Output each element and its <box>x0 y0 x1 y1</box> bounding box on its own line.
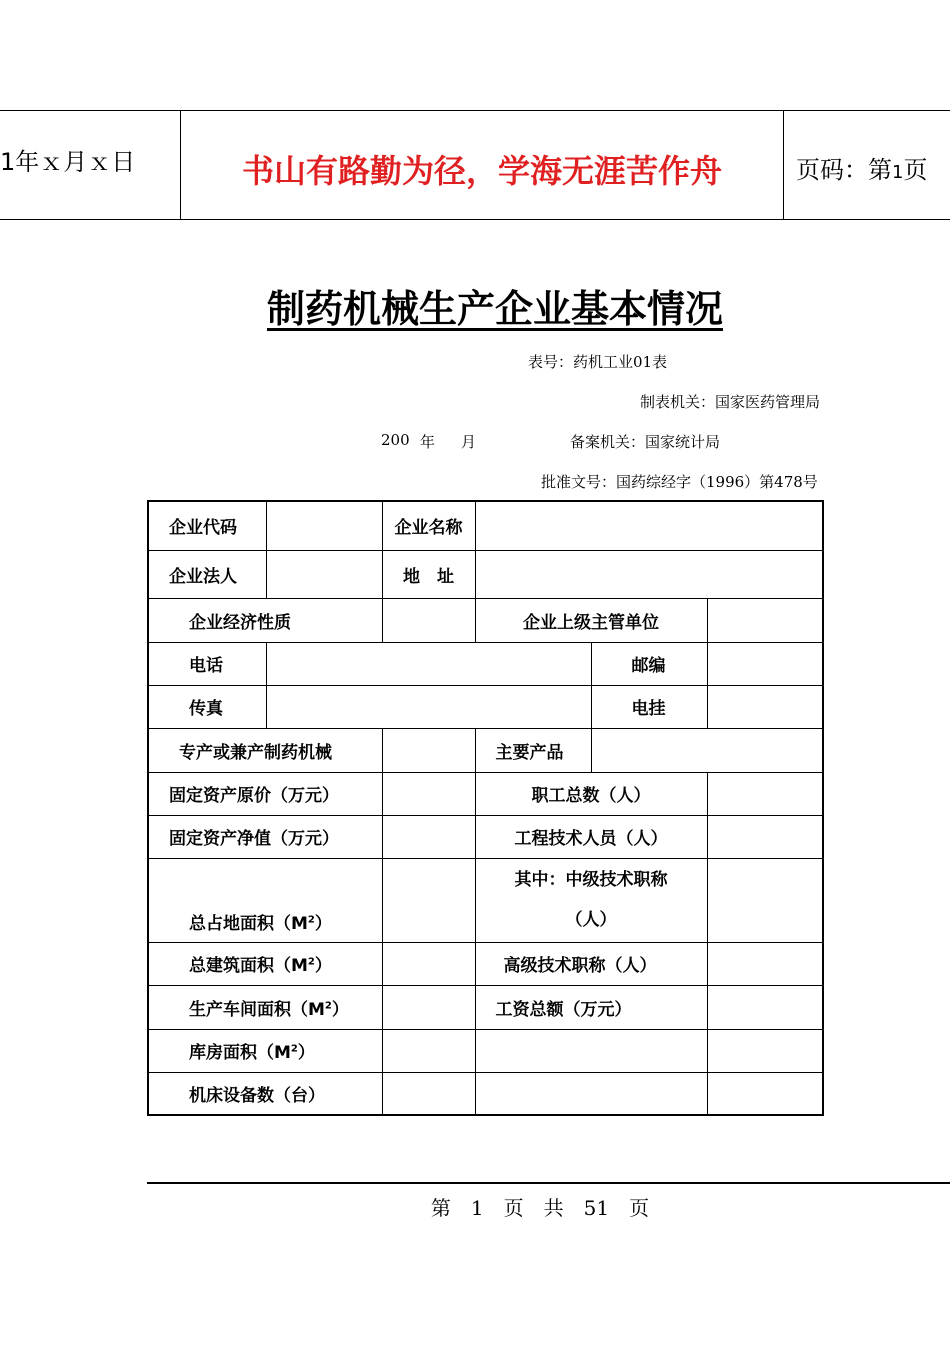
field-specialized-production[interactable] <box>382 728 475 772</box>
table-row <box>148 772 823 815</box>
label-address: 地 址 <box>382 550 475 598</box>
header-motto: 书山有路勤为径，学海无涯苦作舟 <box>241 152 722 190</box>
area-close-paren: ） <box>331 999 349 1020</box>
document-title: 制药机械生产企业基本情况 <box>266 287 723 331</box>
label-enterprise-name: 企业名称 <box>382 501 475 550</box>
area-close-paren: ） <box>314 956 332 976</box>
label-workshop-area <box>148 985 382 1029</box>
label-mid-level-titles-line2: （人） <box>565 910 617 930</box>
area-close-paren: ） <box>314 913 332 934</box>
approval-number: 批准文号：国药综经字（1996）第478号 <box>541 473 818 491</box>
field-land-area[interactable] <box>382 858 475 942</box>
table-row <box>148 985 823 1029</box>
label-engineers: 工程技术人员（人） <box>475 815 707 858</box>
label-land-area <box>148 858 382 942</box>
label-warehouse-area-text: 库房面积（M <box>189 1043 291 1063</box>
registration-authority: 备案机关：国家统计局 <box>570 433 721 451</box>
field-telegram[interactable] <box>707 685 823 728</box>
label-total-wages: 工资总额（万元） <box>475 985 707 1029</box>
header-page-prefix: 页码：第 <box>796 156 892 184</box>
label-mid-level-titles-line1: 其中：中级技术职称 <box>514 870 668 890</box>
field-blank-2[interactable] <box>707 1029 823 1072</box>
field-warehouse-area[interactable] <box>382 1029 475 1072</box>
label-telegram: 电挂 <box>591 685 707 728</box>
area-exponent: 2 <box>307 913 315 925</box>
field-enterprise-code[interactable] <box>266 501 382 550</box>
footer-rule <box>147 1182 950 1184</box>
header-page-number <box>796 150 927 185</box>
field-legal-person[interactable] <box>266 550 382 598</box>
label-workshop-area-text: 生产车间面积（M <box>189 999 325 1020</box>
area-close-paren: ） <box>297 1043 315 1063</box>
field-fixed-assets-net[interactable] <box>382 815 475 858</box>
field-mid-level-titles[interactable] <box>707 858 823 942</box>
label-superior-unit: 企业上级主管单位 <box>475 598 707 642</box>
area-exponent: 2 <box>307 956 315 968</box>
table-row <box>148 815 823 858</box>
header-divider-right <box>783 110 784 220</box>
report-year: 200 <box>381 431 410 449</box>
table-row <box>148 685 823 728</box>
field-building-area[interactable] <box>382 942 475 985</box>
footer-page-count: 第 1 页 共 51 页 <box>430 1196 650 1220</box>
field-economic-type[interactable] <box>382 598 475 642</box>
form-number: 表号：药机工业01表 <box>528 353 668 371</box>
label-fixed-assets-original: 固定资产原价（万元） <box>148 772 382 815</box>
enterprise-info-table <box>147 500 824 1116</box>
label-warehouse-area <box>148 1029 382 1072</box>
label-total-staff: 职工总数（人） <box>475 772 707 815</box>
table-row <box>148 1029 823 1072</box>
label-fax: 传真 <box>148 685 266 728</box>
year-unit: 年 <box>420 433 436 451</box>
field-blank-4[interactable] <box>707 1072 823 1115</box>
field-machine-tools[interactable] <box>382 1072 475 1115</box>
table-row <box>148 942 823 985</box>
field-fixed-assets-original[interactable] <box>382 772 475 815</box>
header-page-suffix: 页 <box>903 156 928 184</box>
table-row <box>148 501 823 550</box>
month-unit: 月 <box>461 433 477 451</box>
label-land-area-text: 总占地面积（M <box>189 913 308 934</box>
field-total-wages[interactable] <box>707 985 823 1029</box>
label-mid-level-titles <box>475 858 707 942</box>
table-row <box>148 728 823 772</box>
field-blank-1[interactable] <box>475 1029 707 1072</box>
field-senior-titles[interactable] <box>707 942 823 985</box>
field-engineers[interactable] <box>707 815 823 858</box>
field-fax[interactable] <box>266 685 591 728</box>
field-total-staff[interactable] <box>707 772 823 815</box>
table-row <box>148 642 823 685</box>
field-postcode[interactable] <box>707 642 823 685</box>
header-page-num: 1 <box>892 162 904 183</box>
table-row <box>148 598 823 642</box>
label-fixed-assets-net: 固定资产净值（万元） <box>148 815 382 858</box>
label-enterprise-code: 企业代码 <box>148 501 266 550</box>
table-row <box>148 1072 823 1115</box>
label-economic-type: 企业经济性质 <box>148 598 382 642</box>
label-phone: 电话 <box>148 642 266 685</box>
table-row <box>148 858 823 942</box>
label-senior-titles: 高级技术职称（人） <box>475 942 707 985</box>
area-exponent: 2 <box>324 999 332 1011</box>
label-machine-tools: 机床设备数（台） <box>148 1072 382 1115</box>
area-exponent: 2 <box>290 1043 298 1055</box>
label-postcode: 邮编 <box>591 642 707 685</box>
issuing-authority: 制表机关：国家医药管理局 <box>640 393 821 411</box>
header-bottom-rule <box>0 219 950 220</box>
header-top-rule <box>0 110 950 111</box>
header-divider-left <box>180 110 181 220</box>
field-workshop-area[interactable] <box>382 985 475 1029</box>
table-row <box>148 550 823 598</box>
field-enterprise-name[interactable] <box>475 501 823 550</box>
field-address[interactable] <box>475 550 823 598</box>
field-phone[interactable] <box>266 642 591 685</box>
label-legal-person: 企业法人 <box>148 550 266 598</box>
label-building-area-text: 总建筑面积（M <box>189 956 308 976</box>
field-blank-3[interactable] <box>475 1072 707 1115</box>
label-specialized-production: 专产或兼产制药机械 <box>148 728 382 772</box>
field-main-products[interactable] <box>591 728 823 772</box>
header-date: 1年ｘ月ｘ日 <box>0 148 136 176</box>
label-main-products: 主要产品 <box>475 728 591 772</box>
label-building-area <box>148 942 382 985</box>
field-superior-unit[interactable] <box>707 598 823 642</box>
